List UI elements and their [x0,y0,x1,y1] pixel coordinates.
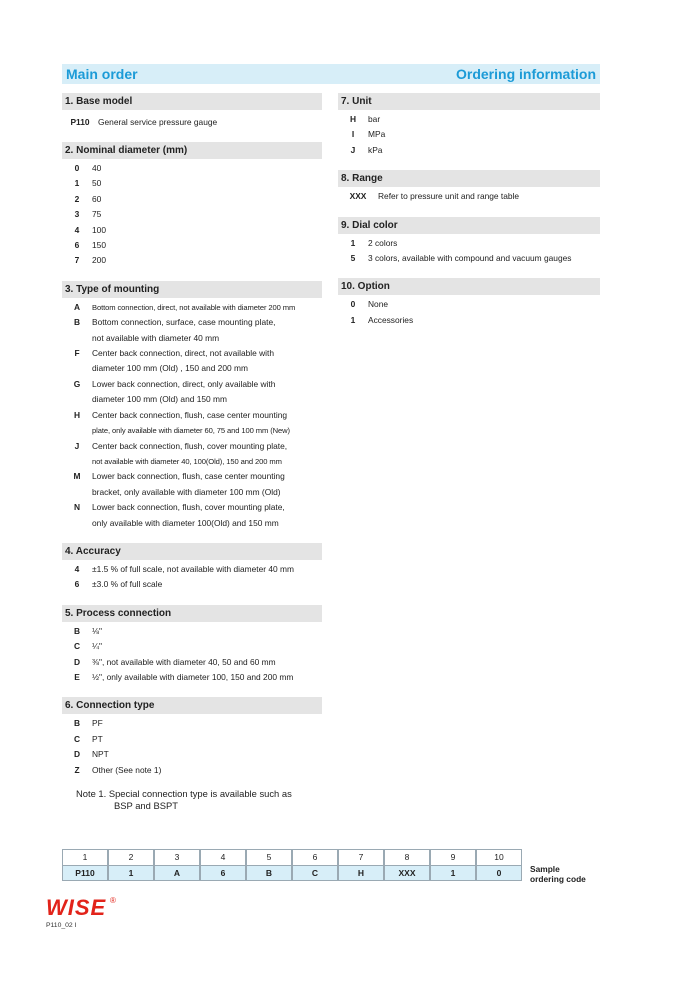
option-row [62,408,322,439]
section-title: 5. Process connection [62,605,322,622]
option-code: 1 [74,178,80,189]
code-cell [154,849,200,881]
sample-label-line: Sample [530,864,560,874]
code-cell [476,849,522,881]
option-desc: 40 [92,163,102,173]
option-row [62,670,322,685]
code-cell [292,849,338,881]
option-desc: 60 [92,193,102,204]
option-code: 1 [350,237,356,248]
option-desc: ±3.0 % of full scale [92,579,163,590]
option-desc: ⅜", not available with diameter 40, 50 and 60 mm [92,656,276,667]
option-desc [92,439,322,470]
option-desc: PF [92,718,103,729]
code-value: 6 [200,865,246,881]
option-row [62,639,322,654]
option-desc-line: Bottom connection, surface, case mounting plate, [92,317,276,328]
section-dial-color [338,217,600,267]
section-accuracy [62,543,322,593]
option-desc [92,377,322,408]
right-column [338,93,600,340]
footnote-line: BSP and BSPT [114,800,178,811]
option-code: 1 [350,314,356,325]
option-row [62,192,322,207]
option-desc: ¼" [92,641,102,652]
code-position: 2 [108,849,154,865]
section-nominal-diameter [62,142,322,269]
code-value: 1 [108,865,154,881]
code-cell [430,849,476,881]
option-code: N [73,502,81,513]
option-code: P110 [70,117,90,127]
option-row [62,716,322,731]
option-row [62,732,322,747]
code-value: 0 [476,865,522,881]
option-code: H [349,114,357,124]
option-code: I [351,129,355,140]
section-title: 6. Connection type [62,697,322,714]
option-code: D [73,656,81,667]
option-desc-line: not available with diameter 40 mm [92,332,220,343]
option-desc: Accessories [368,314,414,325]
section-title: 4. Accuracy [62,543,322,560]
option-desc: Other (See note 1) [92,764,162,775]
code-position: 5 [246,849,292,865]
option-code: 6 [74,240,80,251]
option-code: 3 [74,209,80,220]
wise-logo-wordmark: WISE [46,895,107,919]
section-title: 3. Type of mounting [62,281,322,298]
option-row [62,655,322,670]
option-row [338,251,600,266]
option-code: 6 [74,579,80,590]
option-code: H [73,409,81,420]
option-desc: bar [368,114,381,124]
option-row [62,439,322,470]
option-desc-line: Center back connection, direct, not available with [92,348,275,359]
option-desc-line: Center back connection, flush, case center mounting [92,409,288,420]
option-code: A [73,301,81,312]
code-value: 1 [430,865,476,881]
option-row [62,577,322,592]
option-row [62,377,322,408]
option-desc: 150 [92,240,106,251]
option-desc-line: not available with diameter 40, 100(Old), 150 and 200 mm [92,456,282,466]
option-desc [92,408,322,439]
option-code: J [74,440,80,451]
option-code: F [74,348,80,359]
sample-ordering-code-label [530,864,586,884]
footnote-line: Note 1. Special connection type is available such as [76,788,292,799]
registered-mark: ® [110,896,116,905]
option-row [62,207,322,222]
code-value: C [292,865,338,881]
ordering-header [62,64,600,84]
option-desc-line: Lower back connection, flush, case center mounting [92,471,285,482]
option-row [62,747,322,762]
option-desc [92,346,322,377]
option-row [338,313,600,328]
option-row [338,297,600,312]
code-value: A [154,865,200,881]
option-desc: 50 [92,178,102,189]
option-desc: kPa [368,144,383,155]
option-code: 2 [74,193,80,204]
code-cell [200,849,246,881]
code-value: XXX [384,865,430,881]
code-cell [108,849,154,881]
option-row [62,624,322,639]
option-desc: ±1.5 % of full scale, not available with diameter 40 mm [92,563,294,574]
option-desc: NPT [92,749,109,760]
option-desc-line: diameter 100 mm (Old) , 150 and 200 mm [92,363,248,374]
option-code: 4 [74,224,80,235]
option-code: 7 [74,255,80,266]
option-desc-line: Lower back connection, direct, only available with [92,378,276,389]
option-desc: General service pressure gauge [98,117,218,127]
option-desc [92,469,322,500]
option-row [338,143,600,158]
option-code: XXX [349,191,367,202]
option-code: 4 [74,563,80,574]
section-title: 8. Range [338,170,600,187]
option-row [338,127,600,142]
section-unit [338,93,600,158]
option-code: E [74,671,80,682]
option-desc: ⅛" [92,625,102,636]
option-desc-line: diameter 100 mm (Old) and 150 mm [92,394,227,405]
option-row [338,236,600,251]
option-code: B [73,317,81,328]
section-option [338,278,600,328]
option-row [62,238,322,253]
option-desc-line: plate, only available with diameter 60, 75 and 100 mm (New) [92,426,290,436]
section-connection-type [62,697,322,812]
sample-label-line: ordering code [530,874,586,884]
option-desc-line: only available with diameter 100(Old) and 150 mm [92,517,279,528]
section-title: 1. Base model [62,93,322,110]
option-code: C [73,733,81,744]
option-row [62,469,322,500]
option-row [62,346,322,377]
option-row [62,176,322,191]
section-title: 2. Nominal diameter (mm) [62,142,322,159]
code-cell [338,849,384,881]
code-position: 6 [292,849,338,865]
option-desc [92,500,322,531]
section-type-of-mounting [62,281,322,531]
option-row [62,161,322,176]
option-desc-line: bracket, only available with diameter 100 mm (Old) [92,486,281,497]
code-position: 4 [200,849,246,865]
document-id: P110_02 I [46,922,77,929]
code-position: 7 [338,849,384,865]
header-ordering-information: Ordering information [456,66,596,82]
code-value: B [246,865,292,881]
section-range [338,170,600,204]
code-position: 9 [430,849,476,865]
option-row [62,315,322,346]
option-desc: PT [92,733,103,744]
section-title: 10. Option [338,278,600,295]
code-cell [62,849,108,881]
option-code: Z [74,764,80,775]
option-row [62,223,322,238]
option-code: G [73,378,81,389]
code-position: 1 [62,849,108,865]
wise-logo [44,893,134,919]
option-code: M [73,471,81,482]
option-desc: Bottom connection, direct, not available with diameter 200 mm [92,302,296,312]
code-value: P110 [62,865,108,881]
option-row [338,189,600,204]
option-desc-line: Center back connection, flush, cover mounting plate, [92,440,288,451]
code-cell [384,849,430,881]
option-row [338,112,600,127]
option-code: J [350,144,356,155]
option-desc: ½", only available with diameter 100, 150 and 200 mm [92,671,294,682]
option-code: 0 [74,163,80,173]
header-main-order: Main order [66,66,138,82]
option-desc: MPa [368,129,386,140]
option-row [62,562,322,577]
left-column [62,93,322,824]
option-code: B [73,625,81,636]
option-desc: 75 [92,209,102,220]
option-row [62,253,322,268]
option-desc: Refer to pressure unit and range table [378,191,520,202]
option-row [62,763,322,778]
option-desc: 3 colors, available with compound and vacuum gauges [368,253,572,264]
code-value: H [338,865,384,881]
code-position: 8 [384,849,430,865]
option-code: C [73,641,81,652]
code-cell [246,849,292,881]
section-process-connection [62,605,322,686]
option-desc: 2 colors [368,237,398,248]
option-row [62,300,322,315]
option-desc: None [368,299,389,310]
option-row [62,110,322,130]
option-desc-line: Lower back connection, flush, cover mounting plate, [92,502,285,513]
option-desc [92,315,322,346]
code-position: 3 [154,849,200,865]
option-code: 0 [350,299,356,310]
section-title: 7. Unit [338,93,600,110]
section-title: 9. Dial color [338,217,600,234]
code-position: 10 [476,849,522,865]
option-desc: 200 [92,255,106,266]
footnote [62,788,322,812]
section-base-model [62,93,322,130]
option-code: D [73,749,81,760]
option-code: B [73,718,81,729]
option-desc: 100 [92,224,106,235]
option-row [62,500,322,531]
sample-ordering-code-table [62,849,586,884]
option-code: 5 [350,253,356,264]
